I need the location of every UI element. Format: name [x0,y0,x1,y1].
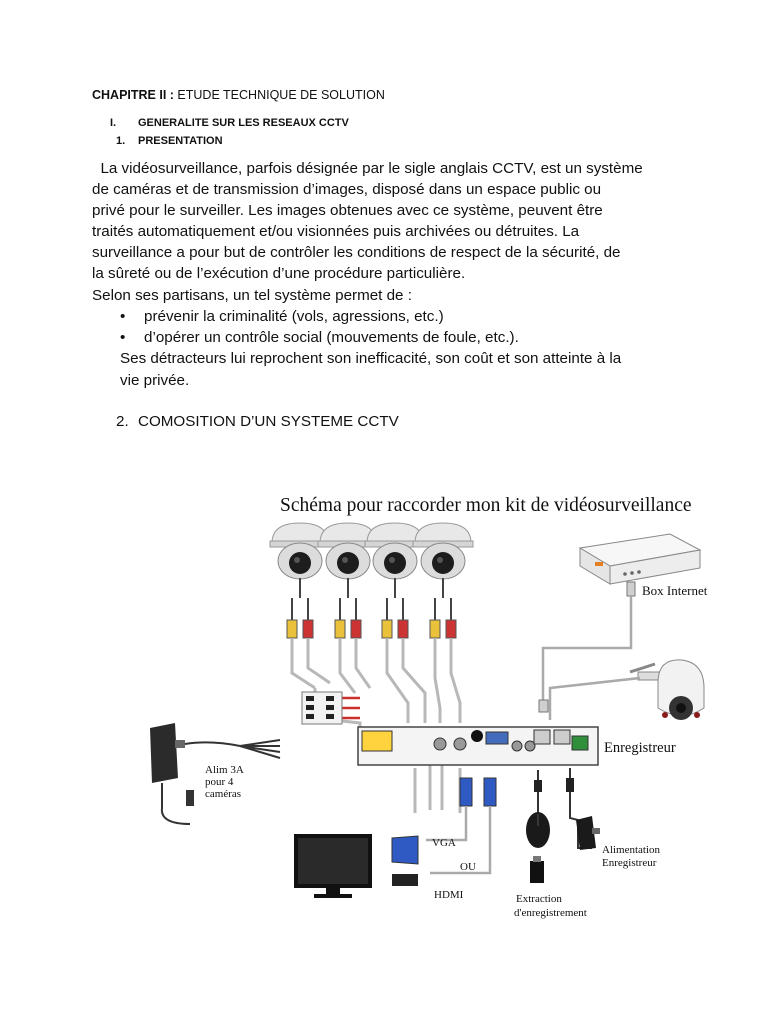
dome-camera-icon [270,523,330,579]
label-hdmi: HDMI [434,889,464,901]
bullet-symbol: • [120,329,126,346]
paragraph-line: La vidéosurveillance, parfois désignée par le sigle anglais CCTV, est un système [92,160,643,177]
dvr-recorder [358,727,598,765]
label-extraction-line1: Extraction [516,893,562,905]
label-alimentation-line1: Alimentation [602,844,661,856]
cctv-wiring-diagram [130,478,740,938]
power-splitter [302,692,342,724]
dome-camera-icon [413,523,473,579]
label-vga: VGA [432,837,456,849]
section-number: I. [110,117,117,129]
ethernet-cable [539,582,635,712]
chapter-label: CHAPITRE II : [92,88,174,102]
dome-camera-icon [318,523,378,579]
bullet-symbol: • [120,308,126,325]
label-alim-line1: Alim 3A [205,764,244,776]
vga-connector [392,778,496,873]
grey-video-cables [292,638,460,813]
paragraph-line: traités automatiquement et/ou visionnées puis archivées ou détruites. La [92,223,580,241]
section2-number: 2. [116,413,129,430]
router-icon [580,534,700,584]
subsection-number: 1. [116,135,126,147]
label-extraction-line2: d'enregistrement [514,907,587,919]
critique-line: vie privée. [120,371,190,389]
paragraph-line: la sûreté ou de l’exécution d’une procédure particulière. [92,265,466,283]
label-alimentation-line2: Enregistreur [602,857,657,869]
ptz-camera-icon [630,660,704,720]
hdmi-connector [392,874,418,886]
label-alim-line3: caméras [205,788,242,800]
diagram-svg [130,478,740,938]
chapter-title: ETUDE TECHNIQUE DE SOLUTION [173,88,385,102]
section-title: GENERALITE SUR LES RESEAUX CCTV [138,117,349,129]
bnc-connectors [287,620,456,638]
monitor-icon [294,834,372,898]
paragraph-line: de caméras et de transmission d’images, disposé dans un espace public ou [92,181,602,199]
critique-paragraph [120,348,621,391]
mouse-icon [526,770,550,848]
label-alim-line2: pour 4 [205,776,234,788]
chapter-heading [92,88,385,102]
label-enregistreur: Enregistreur [604,740,676,756]
label-box-internet: Box Internet [642,583,708,598]
dome-camera-icon [365,523,425,579]
presentation-paragraph [92,158,692,306]
bullet-item: d’opérer un contrôle social (mouvements de foule, etc.). [144,329,519,346]
critique-line: Ses détracteurs lui reprochent son inefficacité, son coût et son atteinte à la [120,350,622,367]
figure-title: Schéma pour raccorder mon kit de vidéosurveillance [280,495,692,516]
bullet-item: prévenir la criminalité (vols, agressions, etc.) [144,308,444,325]
usb-stick-icon [530,856,544,883]
paragraph-line: surveillance a pour but de contrôler les conditions de respect de la sécurité, de [92,244,621,262]
ptz-cable [550,678,640,720]
paragraph-line: privé pour le surveiller. Les images obtenues avec ce système, peuvent être [92,202,603,220]
camera-cables [292,578,451,623]
section2-title: COMOSITION D’UN SYSTEME CCTV [138,413,399,430]
dvr-power-adapter-icon [566,768,600,850]
subsection-title: PRESENTATION [138,135,223,147]
paragraph-line: Selon ses partisans, un tel système permet de : [92,286,412,304]
label-ou: OU [460,861,476,873]
